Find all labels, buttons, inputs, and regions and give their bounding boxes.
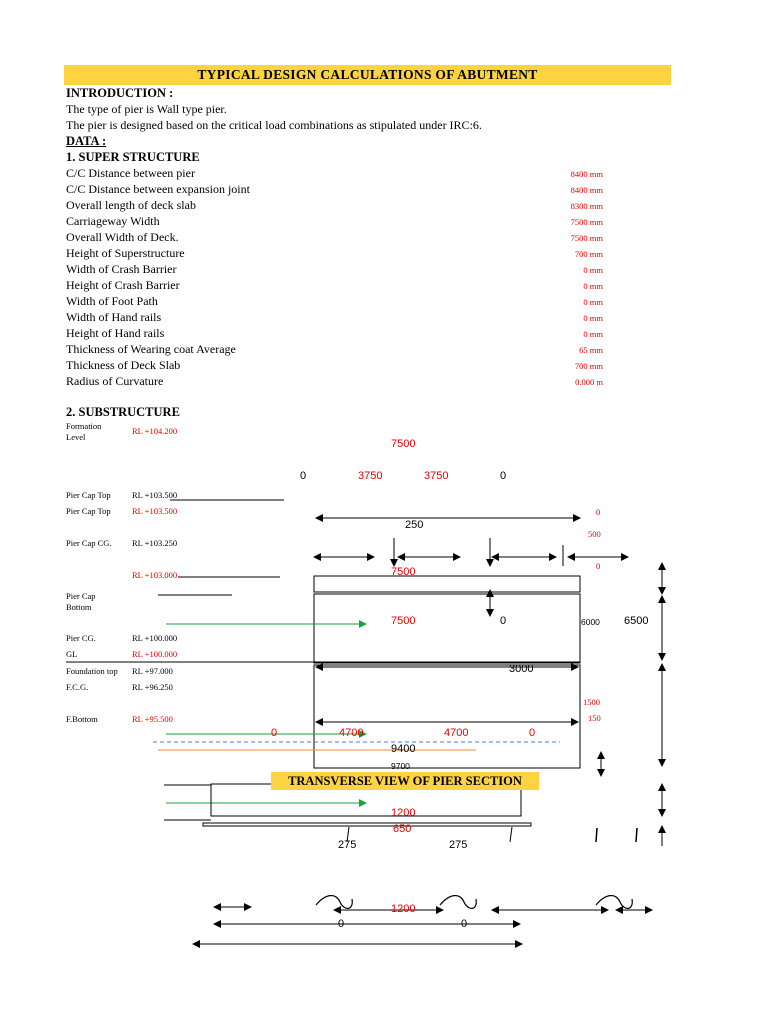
pier-cap	[314, 576, 580, 592]
pier-cap-cg-label: Pier Cap CG.	[66, 538, 112, 548]
dim-0-f2: 0	[529, 727, 536, 739]
introduction-line-2: The pier is designed based on the critical load combinations as stipulated under IRC:6.	[66, 118, 482, 132]
break-symbol	[596, 896, 632, 909]
dim-1200: 1200	[391, 807, 416, 819]
row-label: Height of Superstructure	[66, 246, 185, 260]
break-symbol	[316, 896, 352, 909]
dim-7500-pier: 7500	[391, 615, 416, 627]
row-label: Width of Hand rails	[66, 310, 162, 324]
dim-0-left: 0	[300, 470, 307, 482]
formation-level-label: Formation Level	[66, 421, 102, 442]
transverse-base	[203, 823, 531, 826]
page-title: TYPICAL DESIGN CALCULATIONS OF ABUTMENT	[64, 65, 671, 85]
fcg-label: F.C.G.	[66, 682, 89, 692]
foundation	[314, 665, 580, 768]
superstructure-heading: 1. SUPER STRUCTURE	[66, 150, 200, 164]
row-value: 8400 mm	[570, 169, 603, 179]
dim-7500-top: 7500	[391, 438, 416, 450]
f-bottom-value: RL +95.500	[132, 714, 173, 724]
dim-1500: 1500	[583, 697, 600, 707]
dim-3000: 3000	[509, 663, 534, 675]
dim-650: 650	[393, 823, 412, 835]
pier-cap-top-label: Pier Cap Top	[66, 490, 111, 500]
dim-7500-cap: 7500	[391, 566, 416, 578]
row-label: C/C Distance between pier	[66, 166, 195, 180]
dim-0-bottom-b: 0	[461, 918, 468, 930]
dim-1200-bottom: 1200	[391, 903, 416, 915]
dim-275-a: 275	[338, 839, 357, 851]
dim-150: 150	[588, 713, 601, 723]
row-label: Width of Foot Path	[66, 294, 158, 308]
pier-cap-bottom-value: RL +103.000	[132, 570, 178, 580]
pier-cg-label: Pier CG.	[66, 633, 96, 643]
row-value: 700 mm	[574, 361, 603, 371]
substructure-heading: 2. SUBSTRUCTURE	[66, 405, 180, 419]
row-value: 8300 mm	[570, 201, 603, 211]
row-value: 0 mm	[583, 281, 603, 291]
dim-0-red-1: 0	[596, 507, 601, 517]
transverse-view-title: TRANSVERSE VIEW OF PIER SECTION	[271, 772, 539, 790]
row-label: Carriageway Width	[66, 214, 160, 228]
introduction-heading: INTRODUCTION :	[66, 86, 174, 100]
dim-0-right: 0	[500, 470, 507, 482]
dim-4700-a: 4700	[339, 727, 364, 739]
dim-9400: 9400	[391, 743, 416, 755]
pier-cap-top-value: RL +103.500	[132, 490, 178, 500]
pier-cap-top-value-2: RL +103.500	[132, 506, 178, 516]
row-label: Thickness of Deck Slab	[66, 358, 181, 372]
dim-0-red-2: 0	[596, 561, 601, 571]
data-heading: DATA :	[66, 134, 107, 148]
pier-cg-value: RL +100.000	[132, 633, 178, 643]
dim-0-pier: 0	[500, 615, 507, 627]
dim-6000: 6000	[581, 617, 600, 627]
row-value: 8400 mm	[570, 185, 603, 195]
row-value: 65 mm	[579, 345, 603, 355]
row-label: Overall Width of Deck.	[66, 230, 179, 244]
row-label: Thickness of Wearing coat Average	[66, 342, 236, 356]
dim-3750-a: 3750	[358, 470, 383, 482]
f-bottom-label: F.Bottom	[66, 714, 98, 724]
gl-label: GL	[66, 649, 78, 659]
dim-250: 250	[405, 519, 424, 531]
row-value: 700 mm	[574, 249, 603, 259]
row-label: Height of Crash Barrier	[66, 278, 180, 292]
row-label: Radius of Curvature	[66, 374, 164, 388]
row-value: 0 mm	[583, 265, 603, 275]
pier-wall	[314, 594, 580, 663]
pier-cap-cg-value: RL +103.250	[132, 538, 178, 548]
row-value: 0 mm	[583, 329, 603, 339]
row-value: 0.000 m	[575, 377, 603, 387]
row-label: Width of Crash Barrier	[66, 262, 177, 276]
row-value: 0 mm	[583, 313, 603, 323]
dim-500: 500	[588, 529, 601, 539]
dim-6500: 6500	[624, 615, 649, 627]
break-symbol	[440, 896, 476, 909]
row-label: Overall length of deck slab	[66, 198, 196, 212]
pier-cap-bottom-label: Pier Cap Bottom	[66, 591, 96, 612]
gl-value: RL +100.000	[132, 649, 178, 659]
dim-9700: 9700	[391, 761, 410, 771]
row-value: 7500 mm	[570, 233, 603, 243]
fcg-value: RL +96.250	[132, 682, 173, 692]
formation-level-value: RL +104.200	[132, 426, 178, 436]
row-value: 7500 mm	[570, 217, 603, 227]
dim-275-b: 275	[449, 839, 468, 851]
foundation-top-value: RL +97.000	[132, 666, 173, 676]
row-label: C/C Distance between expansion joint	[66, 182, 250, 196]
row-label: Height of Hand rails	[66, 326, 165, 340]
foundation-top-label: Foundation top	[66, 666, 118, 676]
row-value: 0 mm	[583, 297, 603, 307]
dim-0-f1: 0	[271, 727, 278, 739]
dim-3750-b: 3750	[424, 470, 449, 482]
dim-0-bottom-a: 0	[338, 918, 345, 930]
dim-4700-b: 4700	[444, 727, 469, 739]
introduction-line-1: The type of pier is Wall type pier.	[66, 102, 227, 116]
pier-cap-top-label-2: Pier Cap Top	[66, 506, 111, 516]
